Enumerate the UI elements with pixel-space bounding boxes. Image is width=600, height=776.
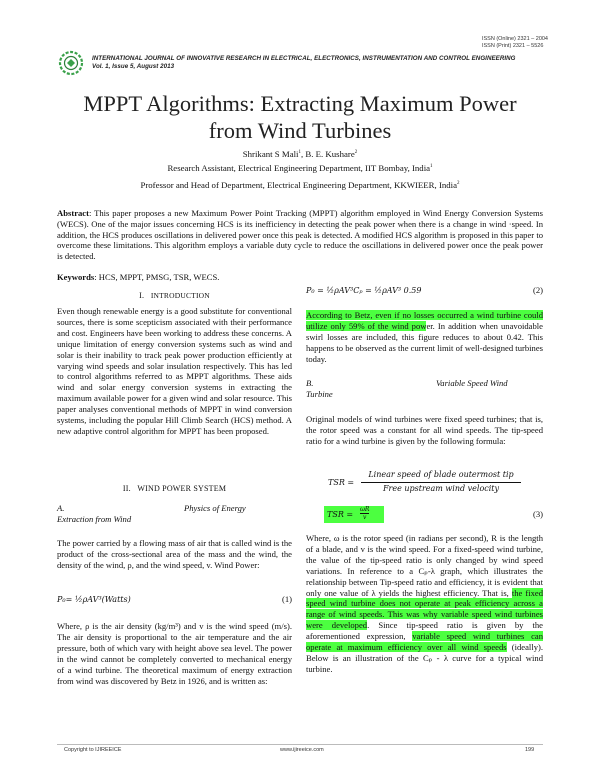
equation-1 xyxy=(57,594,292,606)
betz-highlight: According to Betz, even if no losses occurred a wind turbine could utilize only 59% of the wind pow xyxy=(306,310,543,331)
section-2-heading xyxy=(57,484,292,495)
equation-2 xyxy=(306,285,543,299)
equation-1-text: P₀= ½ρAV³(Watts) xyxy=(57,595,131,604)
equation-3-number: (3) xyxy=(532,509,543,519)
abstract xyxy=(57,208,543,262)
footer-divider xyxy=(57,744,543,745)
section-1-number: I. xyxy=(139,291,145,300)
tsr-lhs: TSR = xyxy=(328,478,355,487)
section-2-number: II. xyxy=(122,484,131,493)
title-line-2: from Wind Turbines xyxy=(208,118,392,143)
paragraph-b3-part3: (ideally). Below is an illustration of the Cₚ - λ curve for a typical wind turbine. xyxy=(306,642,544,674)
abstract-text: : This paper proposes a new Maximum Power Point Tracking (MPPT) algorithm employed in Wind Energy Conversion Systems (WECS). One of the major issues concerning HCS is its inefficiency in detecting the peak power when there is a change in wind ·speed. In addition, the HCS produces oscillations in delivered power once this peak is detected. A modified HCS algorithm is proposed in this paper to overcome these limitations. This algorithm employs a variable duty cycle to reduce the oscillations in delivered power once the peak power is detected. xyxy=(57,208,543,262)
footer-copyright: Copyright to IJIREEICE xyxy=(64,747,122,753)
section-1-title: INTRODUCTION xyxy=(150,291,210,300)
equation-3 xyxy=(306,506,543,524)
subsection-b-title-1: Variable Speed Wind xyxy=(436,378,508,388)
journal-logo-icon xyxy=(58,50,84,76)
tsr2-highlight xyxy=(324,506,384,523)
equation-2-text: P₀ = ½ρAV³Cₚ = ½ρAV³ 0.59 xyxy=(306,286,422,295)
issn-block xyxy=(482,36,548,50)
subsection-b-heading xyxy=(306,378,543,400)
subsection-b-title-2: Turbine xyxy=(306,389,333,399)
issn-online: ISSN (Online) 2321 – 2004 xyxy=(481,36,548,42)
paragraph-b1 xyxy=(306,310,543,365)
journal-name: INTERNATIONAL JOURNAL OF INNOVATIVE RESEARCH IN ELECTRICAL, ELECTRONICS, INSTRUMENTATION AND CONTROL ENGINEERING xyxy=(92,55,516,62)
author-2: , B. E. Kushare xyxy=(300,148,355,159)
subsection-b-letter: B. xyxy=(306,378,314,388)
affiliation-1-text: Research Assistant, Electrical Engineering Department, IIT Bombay, India xyxy=(167,163,431,173)
affiliation-1 xyxy=(40,163,560,173)
fixed-speed-highlight: the fixed speed wind turbine does not operate at peak efficiency across a range of wind speeds. This was why variable speed wind turbines were developed xyxy=(306,587,543,631)
keywords-text: : HCS, MPPT, PMSG, TSR, WECS. xyxy=(94,272,220,282)
journal-header xyxy=(92,55,516,71)
footer-website: www.ijireeice.com xyxy=(280,747,324,753)
tsr-numerator: Linear speed of blade outermost tip xyxy=(361,470,521,483)
subsection-a-title-2: Extraction from Wind xyxy=(57,514,132,524)
equation-1-number: (1) xyxy=(281,594,292,604)
author-2-sup: 2 xyxy=(354,150,358,155)
journal-volume: Vol. 1, Issue 5, August 2013 xyxy=(92,63,175,70)
paragraph-b3 xyxy=(306,533,543,675)
paragraph-b2: Original models of wind turbines were fixed speed turbines; that is, the rotor speed was a constant for all wind speeds. The tip-speed ratio for a wind turbine is given by the following formula: xyxy=(306,414,543,446)
paragraph-b3-part2: . Since tip-speed ratio is given by the aforementioned expression, xyxy=(306,620,543,642)
footer-page-number: 199 xyxy=(525,747,535,753)
variable-speed-highlight: variable speed wind turbines can operate at maximum efficiency over all wind speeds xyxy=(306,631,543,653)
tsr-denominator: Free upstream wind velocity xyxy=(382,483,500,493)
affiliation-1-sup: 1 xyxy=(430,164,433,170)
tsr2-numerator: ωR xyxy=(360,506,370,513)
section-1-heading xyxy=(57,291,292,302)
paragraph-a1: The power carried by a flowing mass of air that is called wind is the product of the cross-sectional area of the mass and the wind, the density of the wind, ρ, and the wind speed, v. Wind Power: xyxy=(57,538,292,570)
subsection-a-heading xyxy=(57,503,292,525)
keywords-label: Keywords xyxy=(57,272,95,282)
keywords xyxy=(57,272,357,282)
equation-2-number: (2) xyxy=(532,285,543,295)
authors xyxy=(40,146,560,161)
tsr2-denominator: v xyxy=(363,514,367,521)
section-2-title: WIND POWER SYSTEM xyxy=(137,484,227,493)
affiliation-2-text: Professor and Head of Department, Electrical Engineering Department, KKWIEER, India xyxy=(140,180,458,190)
subsection-a-letter: A. xyxy=(57,503,65,513)
issn-print: ISSN (Print) 2321 – 5526 xyxy=(481,43,544,49)
affiliation-2 xyxy=(40,180,560,190)
tsr-formula xyxy=(306,470,543,496)
title-line-1: MPPT Algorithms: Extracting Maximum Power xyxy=(83,91,517,116)
subsection-a-title-1: Physics of Energy xyxy=(184,503,246,513)
tsr2-lhs: TSR = xyxy=(327,510,354,519)
paragraph-a2: Where, ρ is the air density (kg/m³) and v is the wind speed (m/s). The air density is proportional to the air temperature and the air pressure, both of which vary with height above sea level. The power in the wind cannot be completely converted to mechanical energy of a wind turbine. The theoretical maximum of energy extraction from wind was discovered by Betz in 1926, and is written as: xyxy=(57,621,292,686)
paper-title xyxy=(40,90,560,144)
author-1: Shrikant S Mali xyxy=(242,148,299,159)
paragraph-b3-part1: Where, ω is the rotor speed (in radians per second), R is the length of a blade, and v is the wind speed. For a fixed-speed wind turbine, the value of the tip-speed ratio is only changed by wind speed variations. In reference to a Cₚ-λ graph, which illustrates the relationship between Tip-speed ratio and efficiency, it is evident that only one value of λ yields the highest efficiency. That is, xyxy=(306,533,543,598)
author-1-sup: 1 xyxy=(298,150,301,155)
intro-paragraph: Even though renewable energy is a good substitute for conventional sources, there is some scepticism associated with their performance and cost. Engineers have been working to address these concerns. A unique limitation of energy conversion systems such as wind and solar is their inability to track peak power production efficiently at varying wind speeds and solar insulation respectively. This has led to control algorithms referred to as MPPT algorithms. These aids wind and solar energy conversion systems in extracting the maximum available power for a given wind and solar resource. This paper analyses conventional methods of MPPT in wind conversion systems, including the popular Hill Climb Search (HCS) method. A new adaptive control algorithm for MPPT has been proposed. xyxy=(57,306,292,436)
paragraph-b1-rest: er. In addition when unavoidable swirl losses are included, this figure reduces to about 0.42. This happens to be observed as the current limit of well-designed turbines today. xyxy=(306,320,543,364)
abstract-label: Abstract xyxy=(57,208,89,218)
affiliation-2-sup: 2 xyxy=(457,181,460,187)
